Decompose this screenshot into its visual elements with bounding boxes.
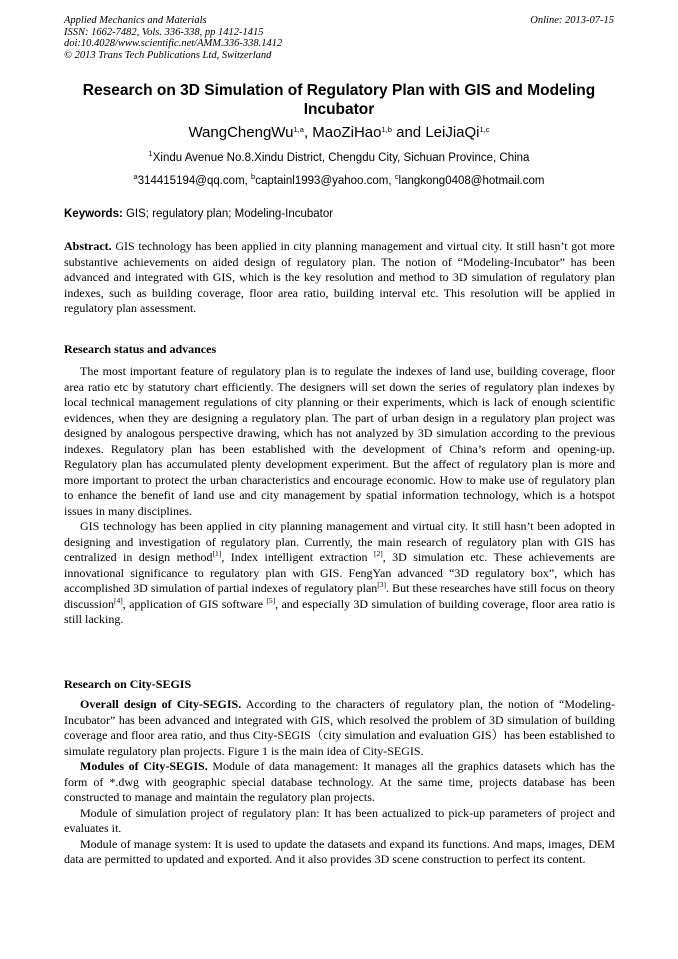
email-link[interactable]: langkong0408@hotmail.com (398, 175, 545, 187)
author-name: LeiJiaQi (425, 124, 480, 141)
run-in-heading: Overall design of City-SEGIS. (80, 697, 242, 711)
email-mark: c (394, 172, 399, 181)
citation-ref[interactable]: [2] (373, 549, 383, 558)
paragraph-text: Module of data management: It manages all the graphics datasets which has the form of *.dwg with geographic special database technology. At the same time, projects database has been constructed to manage and maintain the regulatory plan projects. (64, 759, 615, 804)
affiliation (60, 151, 618, 165)
citation-ref[interactable]: [1] (212, 549, 222, 558)
paragraph (64, 759, 615, 806)
online-date: Online: 2013-07-15 (530, 15, 614, 26)
email-mark: a (133, 172, 138, 181)
author-emails (60, 174, 618, 188)
keywords-text: GIS; regulatory plan; Modeling-Incubator (122, 208, 334, 220)
paragraph-text: , application of GIS software (122, 596, 267, 611)
abstract (64, 239, 615, 317)
author-affiliation-mark: 1,a (293, 125, 304, 134)
author-separator: , (303, 124, 313, 141)
paragraph: The most important feature of regulatory plan is to regulate the indexes of land use, building coverage, floor area ratio etc by statutory chart efficiently. The designers will set down the series of regulatory plan indexes by local technical management regulations of city planning or their experiments, which is lack of enough scientific evidences, when they are designing a regulatory plan. The part of urban design in a regulatory plan project was designed by analogous perspective drawing, which has not analyzed by 3D simulation according to the previous indexes. Regulatory plan has been established with the development of China’s reform and opening-up. Regulatory plan has accumulated plenty development experiment. But the affect of regulatory plan is more and more important to protect the urban characteristics and encourage economic. How to make use of regulatory plan to enhance the benefit of land use and city management by spatial information technology, which is a hotspot issues in many disciplines. (64, 364, 615, 518)
paragraph: Module of simulation project of regulatory plan: It has been actualized to pick-up parameters of project and evaluates it. (64, 805, 615, 835)
affiliation-text: Xindu Avenue No.8.Xindu District, Chengdu City, Sichuan Province, China (152, 152, 530, 164)
run-in-heading: Modules of City-SEGIS. (80, 759, 208, 773)
email-mark: b (251, 172, 256, 181)
paragraph-text: , 3D simulation etc. These achievements are innovational significance to regulatory plan with GIS. FengYan advanced “3D regulatory box”, which has accomplished 3D simulation of partial indexes of regulatory plan (64, 550, 615, 595)
author-separator: and (391, 124, 426, 141)
section-body (64, 364, 615, 628)
keywords-label: Keywords: (64, 208, 123, 220)
citation-ref[interactable]: [3] (377, 580, 387, 589)
citation-ref[interactable]: [4] (114, 595, 123, 605)
paragraph (64, 697, 615, 759)
section-heading: Research on City-SEGIS (64, 677, 192, 691)
paper-title: Research on 3D Simulation of Regulatory Plan with GIS and Modeling Incubator (82, 82, 596, 118)
issn-line: ISSN: 1662-7482, Vols. 336-338, pp 1412-1415 (64, 26, 264, 38)
section-body (64, 697, 615, 868)
journal-header (64, 15, 282, 61)
email-link[interactable]: captainl1993@yahoo.com, (255, 175, 395, 187)
email-link[interactable]: 314415194@qq.com, (137, 175, 252, 187)
paragraph (64, 519, 615, 628)
paragraph: Module of manage system: It is used to update the datasets and expand its functions. And maps, images, DEM data are permitted to updated and exported. And it also provides 3D scene construction to perfect its content. (64, 836, 615, 866)
author-name: MaoZiHao (312, 124, 382, 141)
author-name: WangChengWu (188, 124, 294, 141)
author-affiliation-mark: 1,b (381, 125, 392, 134)
citation-ref[interactable]: [5] (266, 595, 276, 605)
paragraph-text: , and especially 3D simulation of building coverage, floor area ratio is still lacking. (64, 596, 615, 626)
author-list (60, 124, 618, 142)
paragraph-text: GIS technology has been applied in city planning management and virtual city. It still hasn’t been adopted in designing and investigation of regulatory plan. Currently, the main research of regulatory plan with GIS has centralized in design method (64, 519, 615, 564)
journal-name: Applied Mechanics and Materials (64, 15, 207, 26)
paragraph-text: . But these researches have still focus on theory discussion (64, 581, 615, 611)
keywords (64, 207, 333, 221)
abstract-label: Abstract. (64, 239, 112, 253)
paragraph-text: , Index intelligent extraction (221, 550, 374, 564)
author-affiliation-mark: 1,c (479, 125, 490, 134)
doi-line: doi:10.4028/www.scientific.net/AMM.336-338.1412 (64, 38, 283, 49)
affiliation-mark: 1 (148, 149, 153, 158)
abstract-text: GIS technology has been applied in city planning management and virtual city. It still hasn’t got more substantive achievements on aided design of regulatory plan. The notion of “Modeling-Incubator” has been advanced and integrated with GIS, which is the key resolution and method to 3D simulation of regulatory plan indexes, such as building coverage, floor area ratio, building interval etc. This resolution will be applied in regulatory plan assessment. (64, 239, 615, 315)
section-heading: Research status and advances (64, 342, 217, 356)
paragraph-text: According to the characters of regulatory plan, the notion of “Modeling-Incubator” has been advanced and integrated with GIS, which resolved the problem of 3D simulation of building coverage and floor area ratio, and thus City-SEGIS（city simulation and evaluation GIS）has been established to simulate regulatory plan projects. Figure 1 is the main idea of City-SEGIS. (64, 697, 615, 758)
copyright-line: © 2013 Trans Tech Publications Ltd, Switzerland (64, 49, 272, 61)
